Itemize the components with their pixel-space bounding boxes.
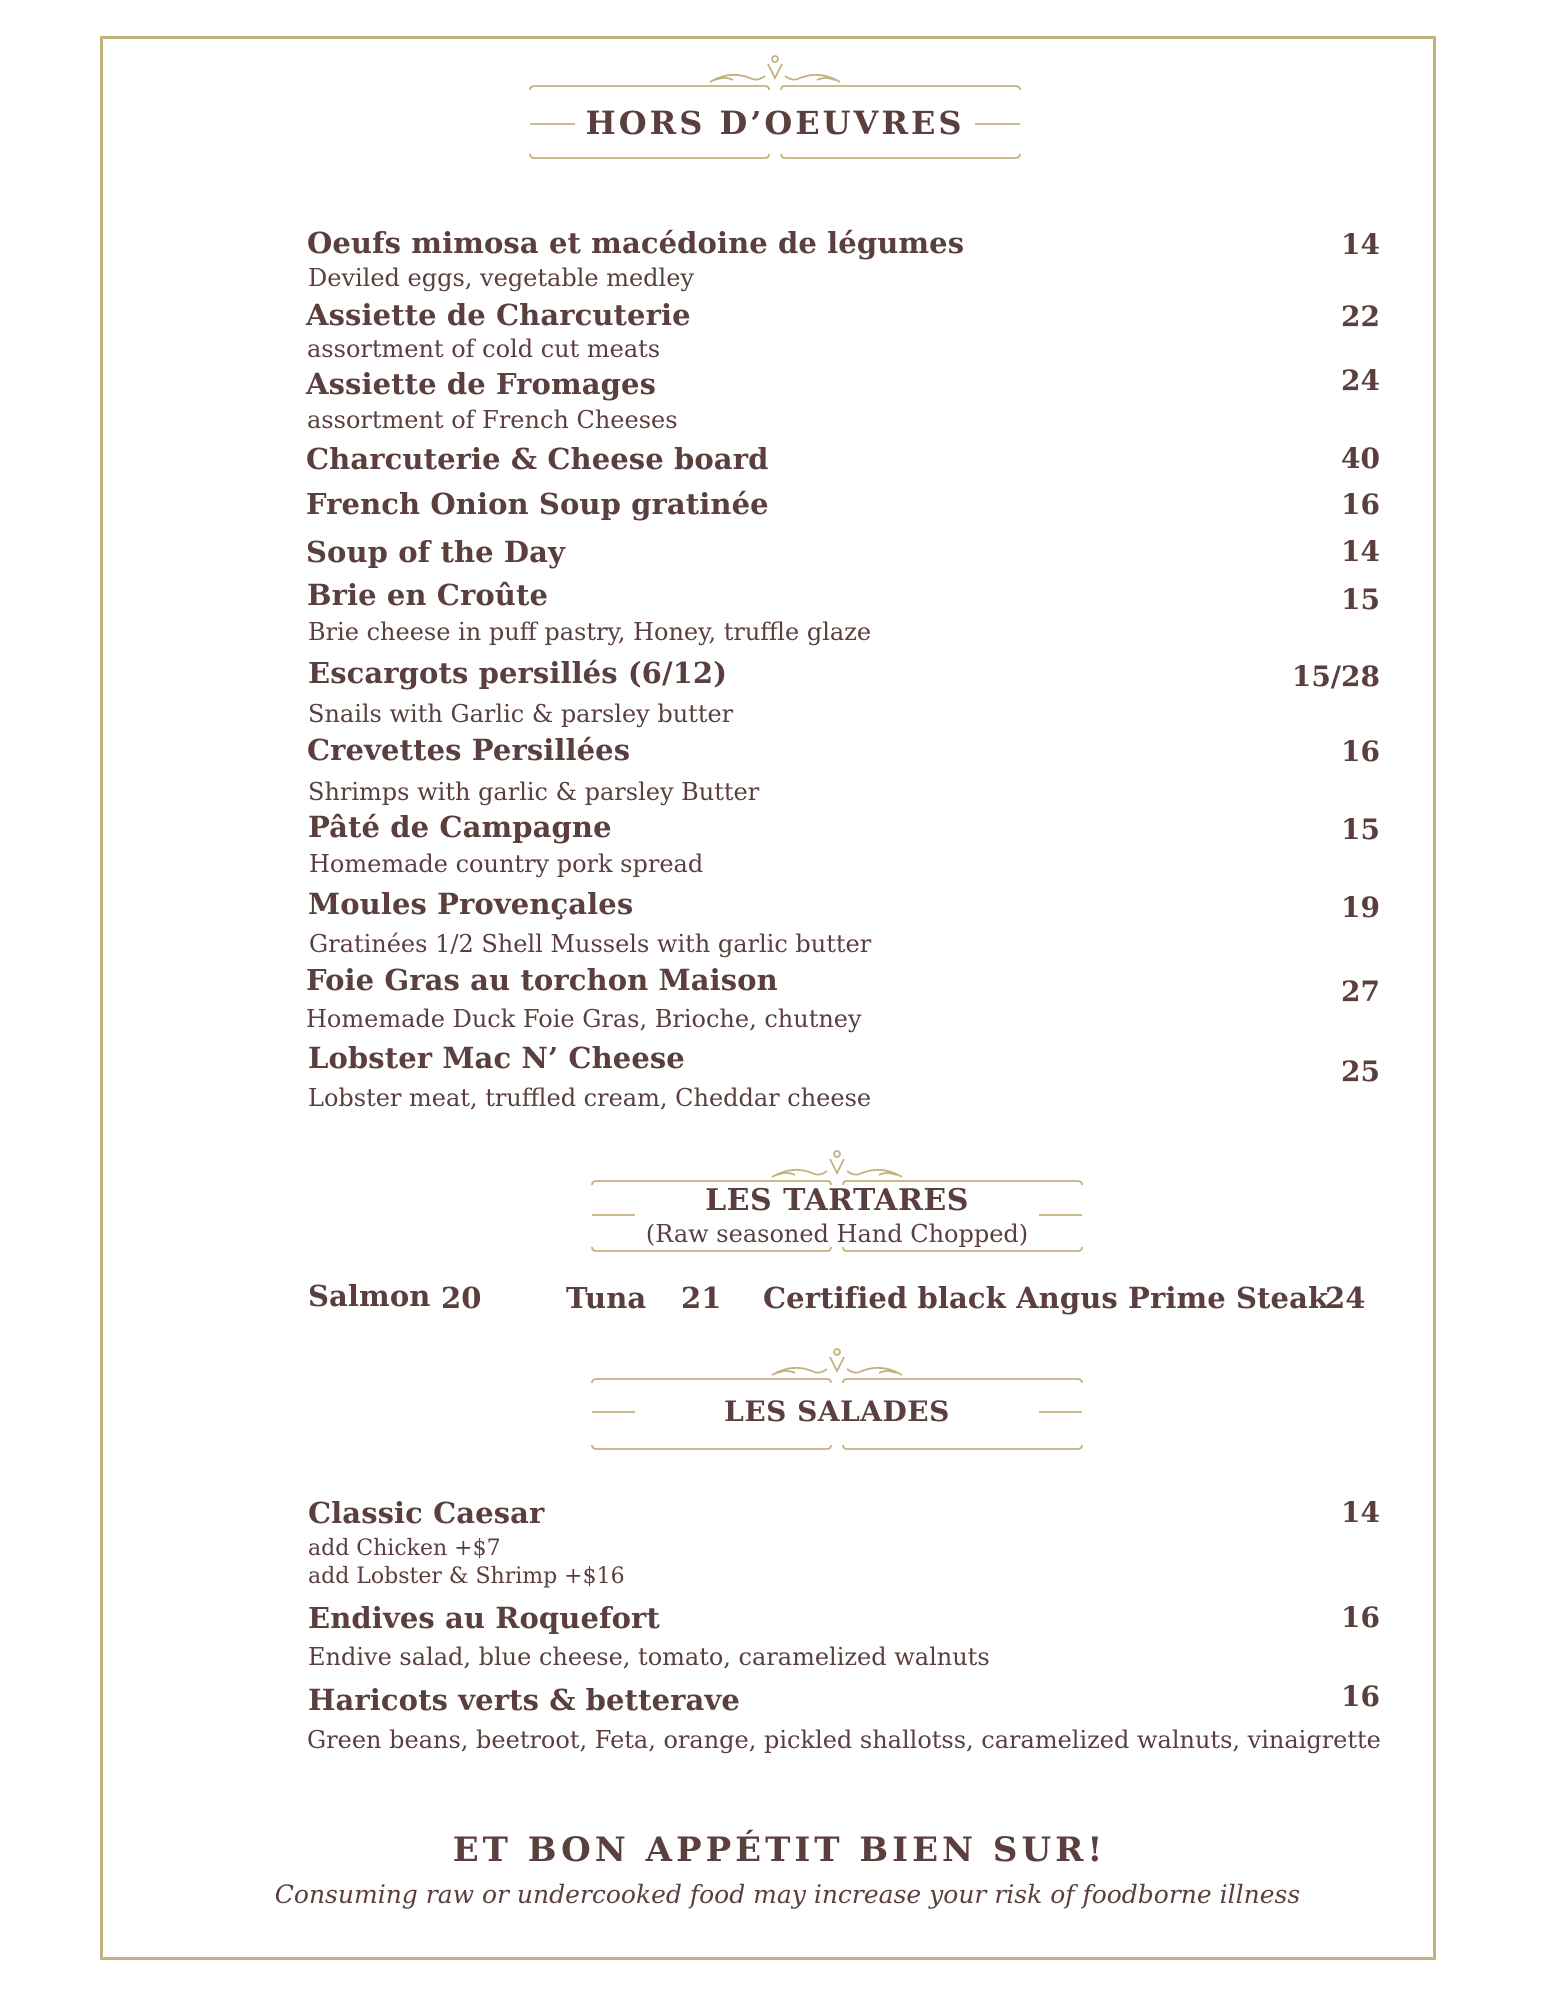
menu-item-name: French Onion Soup gratinée [306,487,769,521]
menu-item-name: Pâté de Campagne [308,810,612,844]
menu-item-name: Brie en Croûte [307,578,549,612]
tartare-price: 24 [1325,1281,1366,1315]
menu-item-name: Charcuterie & Cheese board [306,442,769,476]
menu-item-desc: Snails with Garlic & parsley butter [308,700,734,728]
tartare-name: Certified black Angus Prime Steak [763,1281,1329,1315]
menu-item-name: Foie Gras au torchon Maison [306,963,778,997]
tartare-price: 20 [441,1281,482,1315]
menu-item-desc: Shrimps with garlic & parsley Butter [308,778,760,806]
section-title-hors-doeuvres: HORS D’OEUVRES [585,104,965,142]
menu-item-desc: Homemade Duck Foie Gras, Brioche, chutney [306,1005,862,1033]
menu-item-name: Escargots persillés (6/12) [308,656,728,690]
tartare-price: 21 [681,1281,722,1315]
menu-item-price: 15/28 [1291,660,1380,693]
section-subtitle-tartares: (Raw seasoned Hand Chopped) [645,1220,1029,1248]
tartare-name: Tuna [566,1281,647,1315]
menu-item-price: 27 [1341,975,1380,1008]
menu-item-desc: Deviled eggs, vegetable medley [308,264,694,292]
menu-item-price: 14 [1341,228,1380,261]
menu-item-name: Classic Caesar [308,1496,545,1530]
menu-item-name: Crevettes Persillées [307,733,631,767]
menu-item-desc: Brie cheese in puff pastry, Honey, truffle glaze [308,618,872,646]
menu-item-price: 25 [1341,1055,1380,1088]
menu-item-desc: add Chicken +$7 [308,1536,501,1561]
menu-item-desc: add Lobster & Shrimp +$16 [308,1564,625,1589]
menu-border [100,36,1436,1960]
menu-item-name: Assiette de Charcuterie [306,298,691,332]
menu-item-price: 14 [1341,1496,1380,1529]
menu-item-price: 14 [1341,535,1380,568]
menu-item-price: 22 [1341,300,1380,333]
menu-item-name: Endives au Roquefort [308,1601,660,1635]
menu-item-name: Moules Provençales [308,887,634,921]
menu-item-price: 16 [1341,1601,1380,1634]
menu-item-desc: Endive salad, blue cheese, tomato, caramelized walnuts [308,1643,990,1671]
footer-title: ET BON APPÉTIT BIEN SUR! [452,1830,1107,1870]
menu-item-desc: Gratinées 1/2 Shell Mussels with garlic butter [309,930,872,958]
menu-item-price: 40 [1341,442,1380,475]
menu-item-name: Lobster Mac N’ Cheese [308,1041,685,1075]
menu-item-price: 15 [1341,583,1380,616]
menu-item-price: 16 [1341,735,1380,768]
menu-item-name: Soup of the Day [306,535,565,569]
menu-item-name: Oeufs mimosa et macédoine de légumes [307,226,965,260]
tartare-name: Salmon [308,1279,431,1313]
menu-item-desc: Homemade country pork spread [309,850,704,878]
section-title-tartares: LES TARTARES [705,1183,969,1218]
menu-item-price: 24 [1341,364,1380,397]
section-title-salades: LES SALADES [724,1395,950,1428]
menu-item-name: Assiette de Fromages [306,367,657,401]
footer-disclaimer: Consuming raw or undercooked food may increase your risk of foodborne illness [274,1880,1301,1909]
menu-item-desc: assortment of cold cut meats [307,335,661,363]
menu-item-name: Haricots verts & betterave [308,1683,740,1717]
menu-item-desc: assortment of French Cheeses [307,406,678,434]
menu-item-desc: Green beans, beetroot, Feta, orange, pickled shallotss, caramelized walnuts, vinaigrette [307,1726,1381,1754]
menu-item-price: 19 [1341,891,1380,924]
menu-item-price: 15 [1341,813,1380,846]
menu-item-desc: Lobster meat, truffled cream, Cheddar cheese [308,1084,872,1112]
menu-item-price: 16 [1341,488,1380,521]
menu-item-price: 16 [1341,1680,1380,1713]
